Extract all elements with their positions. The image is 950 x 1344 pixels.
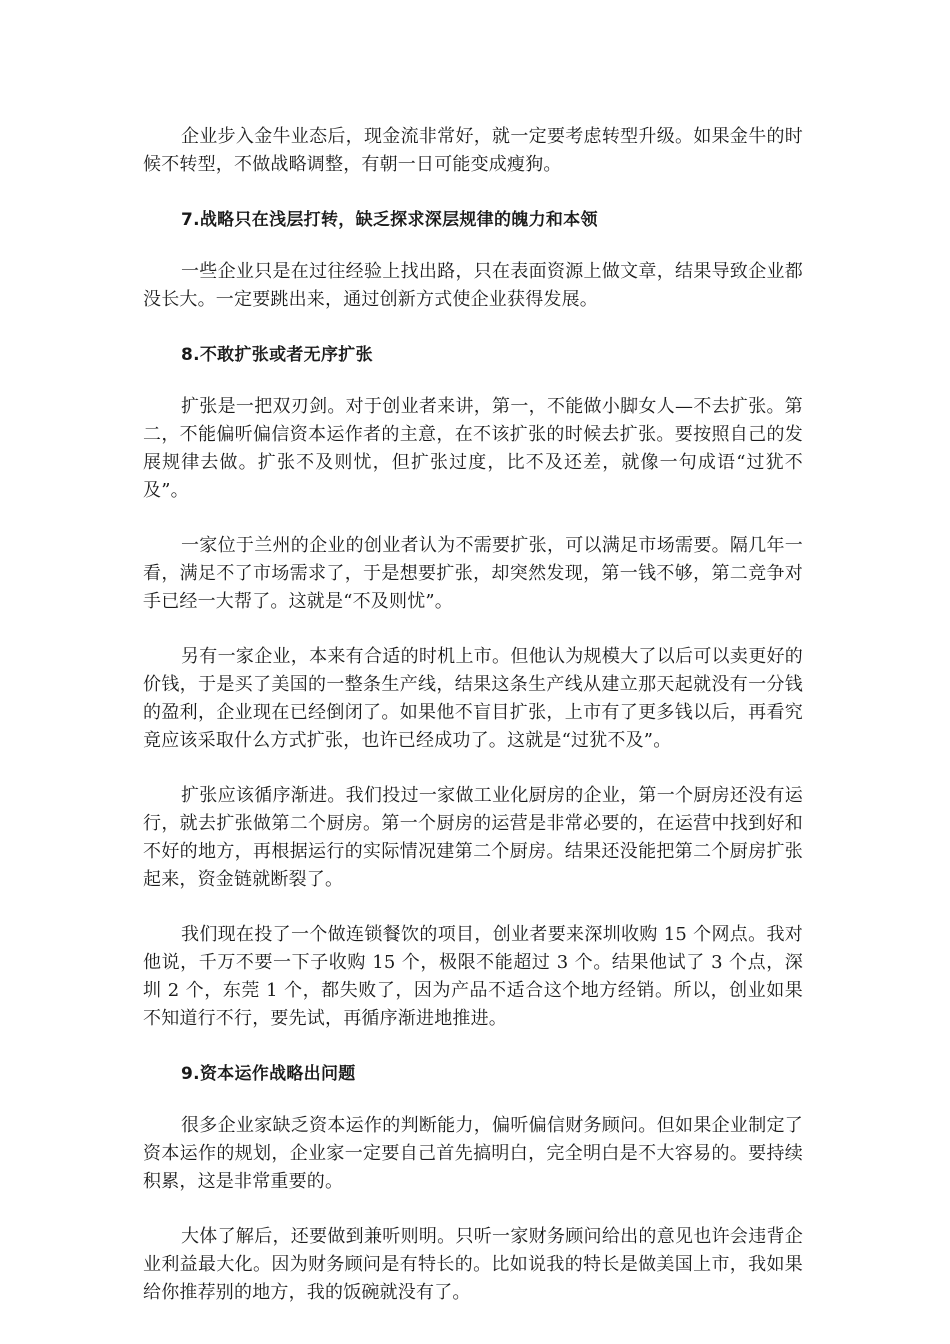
paragraph-capital-operation: 很多企业家缺乏资本运作的判断能力，偏听偏信财务顾问。但如果企业制定了资本运作的规划，企业家一定要自己首先搞明白，完全明白是不大容易的。要持续积累，这是非常重要的。: [143, 1115, 803, 1192]
heading-section-9: 9.资本运作战略出问题: [181, 1064, 356, 1084]
paragraph-lanzhou-example: 一家位于兰州的企业的创业者认为不需要扩张，可以满足市场需要。隔几年一看，满足不了市场需求了，于是想要扩张，却突然发现，第一钱不够，第二竞争对手已经一大帮了。这就是“不及则忧”。: [143, 535, 803, 612]
paragraph-cash-cow: 企业步入金牛业态后，现金流非常好，就一定要考虑转型升级。如果金牛的时候不转型，不做战略调整，有朝一日可能变成瘦狗。: [143, 126, 803, 175]
paragraph-financial-advisor: 大体了解后，还要做到兼听则明。只听一家财务顾问给出的意见也许会违背企业利益最大化。因为财务顾问是有特长的。比如说我的特长是做美国上市，我如果给你推荐别的地方，我的饭碗就没有了。: [143, 1226, 803, 1303]
paragraph-chain-restaurant-example: 我们现在投了一个做连锁餐饮的项目，创业者要来深圳收购 15 个网点。我对他说，千万不要一下子收购 15 个，极限不能超过 3 个。结果他试了 3 个点，深圳 2 个，东莞 1 个，都失败了，因为产品不适合这个地方经销。所以，创业如果不知道行不行，要先试，再循序渐进地推进。: [143, 924, 803, 1029]
heading-section-7: 7.战略只在浅层打转，缺乏探求深层规律的魄力和本领: [181, 210, 598, 230]
paragraph-production-line-example: 另有一家企业，本来有合适的时机上市。但他认为规模大了以后可以卖更好的价钱，于是买了美国的一整条生产线，结果这条生产线从建立那天起就没有一分钱的盈利，企业现在已经倒闭了。如果他不盲目扩张，上市有了更多钱以后，再看究竟应该采取什么方式扩张，也许已经成功了。这就是“过犹不及”。: [143, 646, 803, 751]
document-body: [143, 123, 803, 1334]
heading-section-8: 8.不敢扩张或者无序扩张: [181, 345, 373, 365]
paragraph-kitchen-example: 扩张应该循序渐进。我们投过一家做工业化厨房的企业，第一个厨房还没有运行，就去扩张做第二个厨房。第一个厨房的运营是非常必要的，在运营中找到好和不好的地方，再根据运行的实际情况建第二个厨房。结果还没能把第二个厨房扩张起来，资金链就断裂了。: [143, 785, 803, 890]
paragraph-shallow-strategy: 一些企业只是在过往经验上找出路，只在表面资源上做文章，结果导致企业都没长大。一定要跳出来，通过创新方式使企业获得发展。: [143, 261, 803, 310]
paragraph-double-edged-sword: 扩张是一把双刃剑。对于创业者来讲，第一，不能做小脚女人—不去扩张。第二，不能偏听偏信资本运作者的主意，在不该扩张的时候去扩张。要按照自己的发展规律去做。扩张不及则忧，但扩张过度，比不及还差，就像一句成语“过犹不及”。: [143, 396, 803, 501]
